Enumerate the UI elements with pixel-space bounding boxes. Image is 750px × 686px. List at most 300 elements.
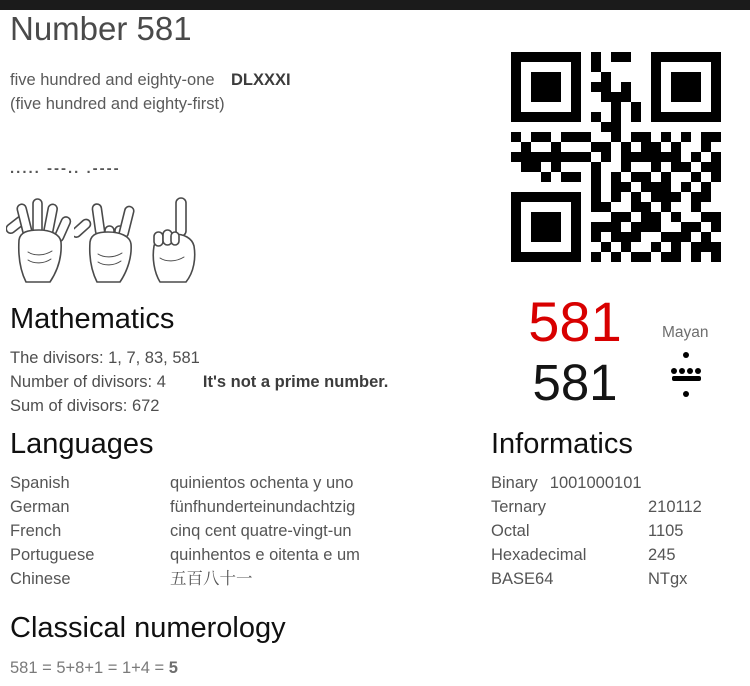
qr-module	[571, 242, 581, 252]
qr-module	[541, 162, 551, 172]
informatics-row	[491, 472, 702, 496]
qr-module	[641, 92, 651, 102]
qr-module	[671, 192, 681, 202]
qr-module	[541, 202, 551, 212]
qr-module	[541, 142, 551, 152]
qr-module	[711, 172, 721, 182]
qr-module	[621, 142, 631, 152]
qr-module	[611, 172, 621, 182]
qr-module	[641, 82, 651, 92]
qr-module	[531, 122, 541, 132]
informatics-value: 1001000101	[549, 474, 642, 492]
qr-module	[591, 182, 601, 192]
qr-module	[621, 162, 631, 172]
qr-module	[671, 132, 681, 142]
qr-module	[591, 92, 601, 102]
qr-module	[681, 102, 691, 112]
qr-module	[561, 152, 571, 162]
qr-module	[571, 252, 581, 262]
qr-module	[581, 182, 591, 192]
qr-module	[551, 102, 561, 112]
qr-module	[681, 242, 691, 252]
qr-module	[551, 132, 561, 142]
qr-module	[671, 102, 681, 112]
qr-module	[681, 172, 691, 182]
qr-module	[651, 182, 661, 192]
qr-module	[581, 192, 591, 202]
qr-module	[691, 52, 701, 62]
qr-module	[561, 92, 571, 102]
qr-module	[601, 202, 611, 212]
qr-module	[681, 72, 691, 82]
qr-module	[571, 212, 581, 222]
big-number-black: 581	[532, 354, 618, 411]
qr-module	[541, 72, 551, 82]
qr-module	[531, 222, 541, 232]
qr-module	[691, 232, 701, 242]
mayan-digit	[683, 352, 689, 360]
qr-module	[711, 192, 721, 202]
qr-module	[561, 182, 571, 192]
qr-module	[551, 202, 561, 212]
qr-module	[701, 202, 711, 212]
qr-module	[641, 72, 651, 82]
qr-module	[711, 142, 721, 152]
informatics-value: NTgx	[648, 570, 688, 588]
qr-module	[661, 242, 671, 252]
qr-module	[711, 182, 721, 192]
qr-module	[711, 52, 721, 62]
hand-sign-8-icon	[74, 196, 140, 286]
qr-module	[511, 122, 521, 132]
qr-module	[581, 162, 591, 172]
qr-module	[711, 132, 721, 142]
qr-module	[641, 232, 651, 242]
informatics-label: Ternary	[491, 498, 547, 516]
qr-module	[651, 62, 661, 72]
qr-module	[631, 142, 641, 152]
qr-module	[511, 112, 521, 122]
qr-module	[571, 172, 581, 182]
qr-module	[571, 92, 581, 102]
qr-module	[581, 152, 591, 162]
qr-module	[571, 232, 581, 242]
qr-module	[561, 132, 571, 142]
informatics-label: Octal	[491, 522, 530, 540]
qr-module	[701, 162, 711, 172]
qr-module	[621, 92, 631, 102]
qr-module	[531, 52, 541, 62]
qr-module	[711, 152, 721, 162]
language-label: Spanish	[10, 474, 70, 492]
qr-module	[681, 152, 691, 162]
qr-module	[711, 92, 721, 102]
qr-module	[701, 232, 711, 242]
qr-module	[651, 122, 661, 132]
language-row	[10, 520, 360, 544]
qr-module	[561, 122, 571, 132]
qr-module	[621, 242, 631, 252]
qr-module	[511, 202, 521, 212]
qr-module	[551, 92, 561, 102]
qr-module	[621, 252, 631, 262]
qr-module	[611, 182, 621, 192]
qr-module	[531, 252, 541, 262]
qr-module	[671, 162, 681, 172]
qr-module	[541, 52, 551, 62]
qr-module	[711, 202, 721, 212]
qr-module	[671, 142, 681, 152]
mayan-dot	[683, 352, 689, 358]
qr-module	[671, 202, 681, 212]
qr-module	[581, 112, 591, 122]
qr-module	[631, 182, 641, 192]
qr-module	[581, 232, 591, 242]
qr-module	[541, 232, 551, 242]
qr-module	[511, 222, 521, 232]
qr-module	[591, 72, 601, 82]
qr-module	[591, 242, 601, 252]
qr-module	[661, 172, 671, 182]
qr-module	[521, 192, 531, 202]
qr-module	[611, 252, 621, 262]
qr-module	[551, 242, 561, 252]
qr-module	[631, 122, 641, 132]
qr-module	[651, 242, 661, 252]
qr-module	[681, 232, 691, 242]
qr-code	[511, 52, 721, 262]
qr-module	[701, 192, 711, 202]
qr-module	[521, 122, 531, 132]
qr-module	[601, 92, 611, 102]
qr-module	[581, 82, 591, 92]
qr-module	[641, 142, 651, 152]
qr-module	[651, 232, 661, 242]
qr-module	[571, 152, 581, 162]
qr-module	[591, 162, 601, 172]
qr-module	[621, 72, 631, 82]
qr-module	[651, 222, 661, 232]
qr-module	[671, 212, 681, 222]
qr-module	[521, 102, 531, 112]
qr-module	[711, 82, 721, 92]
qr-module	[571, 102, 581, 112]
language-value: 五百八十一	[170, 570, 253, 588]
qr-module	[511, 132, 521, 142]
qr-module	[591, 112, 601, 122]
qr-module	[581, 252, 591, 262]
qr-module	[511, 192, 521, 202]
qr-module	[521, 162, 531, 172]
qr-module	[601, 172, 611, 182]
qr-module	[631, 172, 641, 182]
qr-module	[561, 242, 571, 252]
language-value: quinientos ochenta y uno	[170, 474, 354, 492]
qr-module	[601, 112, 611, 122]
qr-module	[561, 232, 571, 242]
qr-module	[511, 152, 521, 162]
qr-module	[551, 212, 561, 222]
qr-module	[581, 62, 591, 72]
qr-module	[681, 202, 691, 212]
qr-module	[591, 192, 601, 202]
hand-sign-1-icon	[142, 196, 204, 286]
qr-module	[531, 72, 541, 82]
qr-module	[701, 102, 711, 112]
qr-module	[561, 102, 571, 112]
qr-module	[681, 82, 691, 92]
qr-module	[641, 122, 651, 132]
qr-module	[611, 192, 621, 202]
qr-module	[611, 132, 621, 142]
qr-module	[611, 122, 621, 132]
qr-module	[621, 112, 631, 122]
qr-module	[691, 92, 701, 102]
mayan-dot	[683, 391, 689, 397]
informatics-label: Binary	[491, 474, 538, 492]
qr-module	[551, 72, 561, 82]
language-label: German	[10, 498, 70, 516]
qr-module	[531, 232, 541, 242]
qr-module	[661, 62, 671, 72]
qr-module	[711, 162, 721, 172]
language-row	[10, 544, 360, 568]
qr-module	[691, 162, 701, 172]
qr-module	[631, 202, 641, 212]
qr-module	[511, 252, 521, 262]
prime-note: It's not a prime number.	[202, 373, 389, 391]
qr-module	[531, 212, 541, 222]
numerology-formula-text: 581 = 5+8+1 = 1+4 =	[10, 659, 169, 677]
qr-module	[521, 52, 531, 62]
qr-module	[671, 232, 681, 242]
qr-module	[641, 172, 651, 182]
qr-module	[591, 122, 601, 132]
qr-module	[601, 182, 611, 192]
qr-module	[701, 212, 711, 222]
qr-module	[641, 242, 651, 252]
qr-module	[541, 252, 551, 262]
qr-module	[571, 202, 581, 212]
divisors-line: The divisors: 1, 7, 83, 581	[10, 349, 200, 367]
qr-module	[611, 92, 621, 102]
qr-module	[701, 172, 711, 182]
qr-module	[591, 152, 601, 162]
qr-module	[551, 232, 561, 242]
qr-module	[561, 82, 571, 92]
qr-module	[531, 92, 541, 102]
numerology-heading: Classical numerology	[10, 612, 286, 644]
qr-module	[511, 242, 521, 252]
qr-module	[551, 162, 561, 172]
qr-module	[521, 182, 531, 192]
mayan-bar	[672, 376, 701, 381]
qr-module	[581, 132, 591, 142]
qr-module	[681, 112, 691, 122]
qr-module	[591, 202, 601, 212]
qr-module	[701, 182, 711, 192]
qr-module	[701, 222, 711, 232]
qr-module	[691, 152, 701, 162]
qr-module	[551, 152, 561, 162]
qr-module	[661, 162, 671, 172]
language-label: French	[10, 522, 62, 540]
qr-module	[641, 182, 651, 192]
qr-module	[601, 62, 611, 72]
qr-module	[691, 72, 701, 82]
qr-module	[671, 172, 681, 182]
qr-module	[521, 132, 531, 142]
qr-module	[601, 212, 611, 222]
qr-module	[701, 142, 711, 152]
numerology-result: 5	[168, 659, 178, 677]
qr-module	[511, 162, 521, 172]
qr-module	[571, 222, 581, 232]
qr-module	[711, 72, 721, 82]
qr-module	[611, 242, 621, 252]
qr-module	[651, 172, 661, 182]
qr-module	[531, 182, 541, 192]
qr-module	[551, 142, 561, 152]
qr-module	[571, 62, 581, 72]
qr-module	[601, 192, 611, 202]
qr-module	[691, 252, 701, 262]
qr-module	[661, 132, 671, 142]
qr-module	[611, 52, 621, 62]
qr-module	[711, 252, 721, 262]
qr-module	[691, 102, 701, 112]
qr-module	[581, 242, 591, 252]
qr-module	[691, 222, 701, 232]
qr-module	[601, 52, 611, 62]
qr-module	[661, 152, 671, 162]
informatics-heading: Informatics	[491, 428, 633, 460]
qr-module	[621, 152, 631, 162]
qr-module	[671, 222, 681, 232]
qr-module	[641, 132, 651, 142]
divisor-sum-line: Sum of divisors: 672	[10, 397, 160, 415]
informatics-value: 1105	[648, 522, 684, 540]
qr-module	[611, 72, 621, 82]
qr-module	[601, 122, 611, 132]
qr-module	[531, 102, 541, 112]
qr-module	[691, 122, 701, 132]
qr-module	[521, 152, 531, 162]
qr-module	[571, 132, 581, 142]
qr-module	[701, 82, 711, 92]
qr-module	[631, 102, 641, 112]
qr-module	[561, 212, 571, 222]
qr-module	[511, 52, 521, 62]
qr-module	[641, 212, 651, 222]
language-label: Chinese	[10, 570, 71, 588]
qr-module	[691, 82, 701, 92]
qr-module	[711, 102, 721, 112]
qr-module	[521, 92, 531, 102]
qr-module	[581, 202, 591, 212]
qr-module	[591, 172, 601, 182]
qr-module	[651, 192, 661, 202]
qr-module	[521, 212, 531, 222]
qr-module	[551, 112, 561, 122]
qr-module	[511, 92, 521, 102]
qr-module	[631, 242, 641, 252]
qr-module	[531, 152, 541, 162]
qr-module	[621, 122, 631, 132]
qr-module	[671, 252, 681, 262]
qr-module	[581, 222, 591, 232]
qr-module	[641, 162, 651, 172]
qr-module	[701, 132, 711, 142]
qr-module	[661, 92, 671, 102]
qr-module	[601, 222, 611, 232]
qr-module	[601, 72, 611, 82]
qr-module	[621, 132, 631, 142]
qr-module	[641, 152, 651, 162]
qr-module	[531, 202, 541, 212]
qr-module	[571, 72, 581, 82]
qr-module	[631, 162, 641, 172]
qr-module	[631, 72, 641, 82]
qr-module	[571, 182, 581, 192]
qr-module	[701, 252, 711, 262]
qr-module	[701, 112, 711, 122]
roman-numeral: DLXXXI	[231, 71, 291, 89]
qr-module	[571, 122, 581, 132]
qr-module	[651, 72, 661, 82]
qr-module	[601, 142, 611, 152]
qr-module	[611, 202, 621, 212]
qr-module	[541, 212, 551, 222]
qr-module	[711, 222, 721, 232]
qr-module	[651, 82, 661, 92]
qr-module	[561, 72, 571, 82]
qr-module	[671, 122, 681, 132]
qr-module	[621, 52, 631, 62]
languages-heading: Languages	[10, 428, 154, 460]
qr-module	[611, 152, 621, 162]
qr-module	[561, 162, 571, 172]
qr-module	[561, 62, 571, 72]
qr-module	[551, 172, 561, 182]
qr-module	[581, 72, 591, 82]
qr-module	[521, 82, 531, 92]
qr-module	[691, 212, 701, 222]
divisor-count-line	[10, 373, 388, 392]
qr-module	[631, 232, 641, 242]
qr-module	[561, 172, 571, 182]
qr-module	[691, 62, 701, 72]
qr-module	[561, 112, 571, 122]
qr-module	[611, 62, 621, 72]
qr-module	[591, 62, 601, 72]
qr-module	[671, 72, 681, 82]
qr-module	[591, 252, 601, 262]
qr-module	[671, 112, 681, 122]
numerology-formula	[10, 659, 178, 678]
hand-sign-5-icon	[6, 196, 72, 286]
qr-module	[651, 142, 661, 152]
qr-module	[601, 132, 611, 142]
qr-module	[551, 222, 561, 232]
qr-module	[581, 52, 591, 62]
qr-module	[711, 242, 721, 252]
qr-module	[531, 162, 541, 172]
qr-module	[581, 122, 591, 132]
qr-module	[581, 142, 591, 152]
qr-module	[701, 122, 711, 132]
qr-module	[691, 172, 701, 182]
